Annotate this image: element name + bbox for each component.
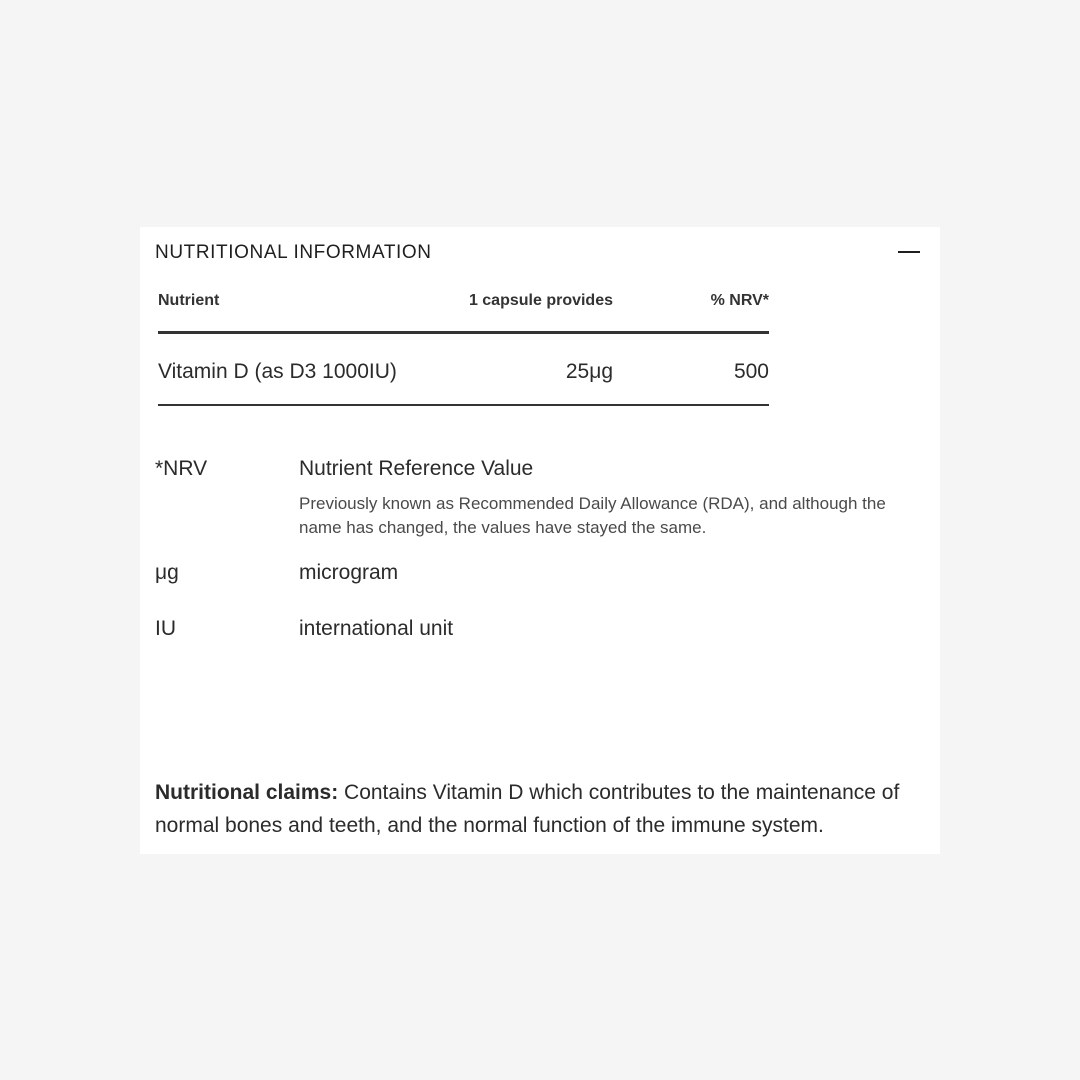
table-header	[158, 289, 769, 334]
glossary-item-microgram	[155, 561, 925, 617]
nutrition-table	[158, 289, 769, 406]
glossary-term: IU	[155, 617, 176, 640]
nutrition-panel	[140, 227, 940, 854]
header-nrv: % NRV*	[710, 292, 769, 309]
glossary-item-iu	[155, 617, 925, 647]
collapse-button[interactable]	[898, 239, 920, 263]
panel-title: NUTRITIONAL INFORMATION	[155, 242, 432, 263]
claims-label: Nutritional claims:	[155, 781, 339, 804]
cell-amount: 25μg	[565, 360, 613, 383]
glossary	[155, 457, 925, 647]
header-amount: 1 capsule provides	[468, 292, 613, 309]
nutritional-claims	[155, 776, 930, 842]
header-nutrient: Nutrient	[158, 292, 220, 309]
glossary-term: *NRV	[155, 457, 208, 480]
cell-nrv: 500	[733, 360, 769, 383]
glossary-item-nrv	[155, 457, 925, 561]
glossary-note: Previously known as Recommended Daily Allowance (RDA), and although the name has changed, the values have stayed the same.	[299, 494, 886, 537]
minus-icon	[898, 251, 920, 253]
glossary-definition: microgram	[299, 561, 399, 584]
cell-nutrient: Vitamin D (as D3 1000IU)	[158, 360, 397, 383]
glossary-definition: international unit	[299, 617, 454, 640]
claims-text: Contains Vitamin D which contributes to the maintenance of normal bones and teeth, and the normal function of the immune system.	[155, 781, 900, 837]
glossary-definition: Nutrient Reference Value	[299, 457, 534, 480]
glossary-term: μg	[155, 561, 179, 584]
table-row	[158, 334, 769, 406]
